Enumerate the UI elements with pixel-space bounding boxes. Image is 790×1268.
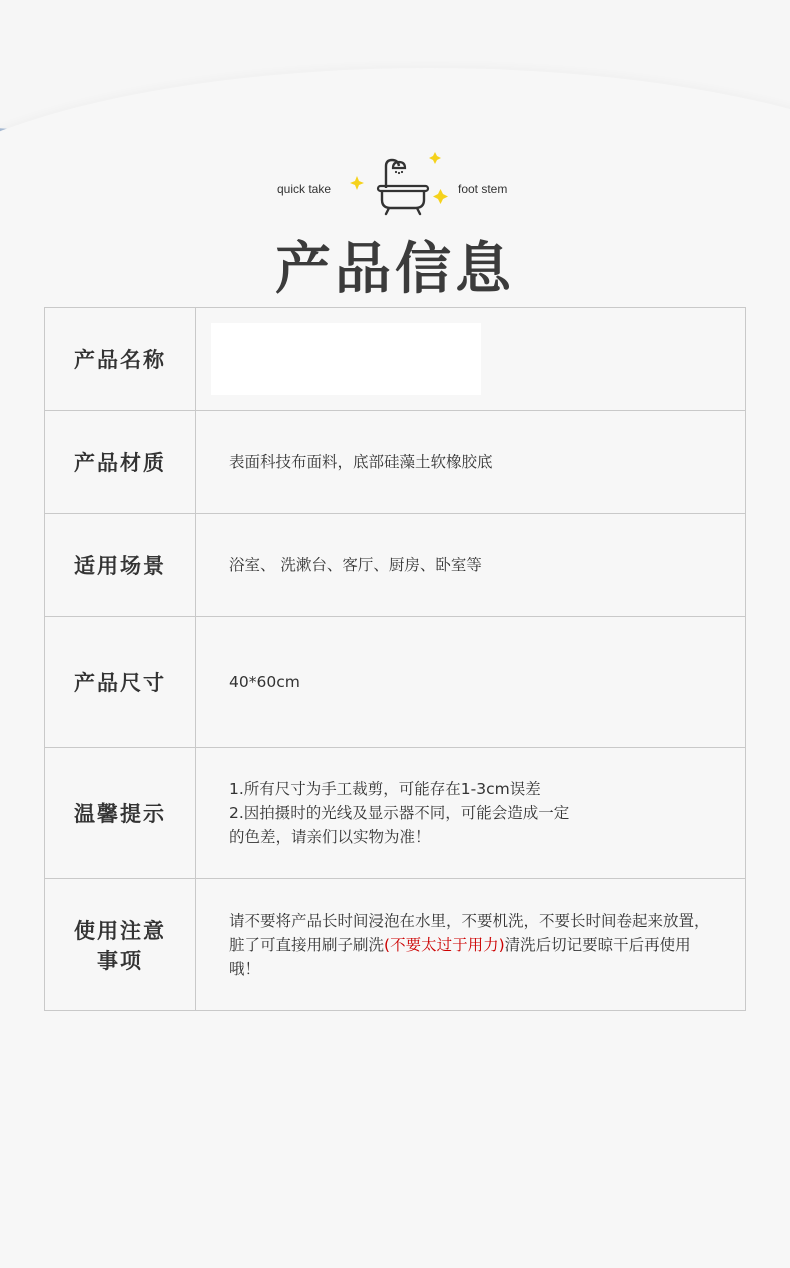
row-label: 产品材质: [45, 411, 196, 514]
row-value: 浴室、 洗漱台、客厅、厨房、卧室等: [196, 514, 746, 617]
product-name-blank: [211, 323, 481, 395]
care-text: 请不要将产品长时间浸泡在水里，不要机洗，不要长时间卷起来放置，脏了可直接用刷子刷洗: [229, 911, 710, 954]
header-banner: [0, 140, 790, 220]
row-label: 产品名称: [45, 308, 196, 411]
left-tag: quick take: [277, 182, 332, 196]
right-tag: foot stem: [458, 182, 508, 196]
row-label: 适用场景: [45, 514, 196, 617]
table-row: [45, 879, 746, 1011]
tip-line: 的色差，请亲们以实物为准！: [229, 828, 431, 846]
label-line: 事项: [97, 948, 143, 973]
table-row: [45, 411, 746, 514]
row-label: 温馨提示: [45, 748, 196, 879]
row-label: 产品尺寸: [45, 617, 196, 748]
sparkle-icon: [350, 176, 364, 190]
tip-line: 1.所有尺寸为手工裁剪，可能存在1-3cm误差: [229, 780, 541, 798]
bathtub-icon: [372, 148, 452, 218]
row-label: [45, 879, 196, 1011]
table-row: [45, 748, 746, 879]
label-line: 使用注意: [74, 918, 166, 943]
product-info-table: [44, 307, 746, 1011]
tip-line: 2.因拍摄时的光线及显示器不同，可能会造成一定: [229, 804, 570, 822]
row-value: [196, 308, 746, 411]
table-row: [45, 617, 746, 748]
row-value: [196, 879, 746, 1011]
page-title: 产品信息: [275, 237, 515, 302]
care-warning: (不要太过于用力): [384, 935, 505, 954]
table-row: [45, 514, 746, 617]
care-text-end: 清洗后切记要晾干后再使用哦！: [229, 935, 691, 978]
table-row: [45, 308, 746, 411]
row-value: [196, 748, 746, 879]
row-value: 40*60cm: [196, 617, 746, 748]
row-value: 表面科技布面料，底部硅藻土软橡胶底: [196, 411, 746, 514]
